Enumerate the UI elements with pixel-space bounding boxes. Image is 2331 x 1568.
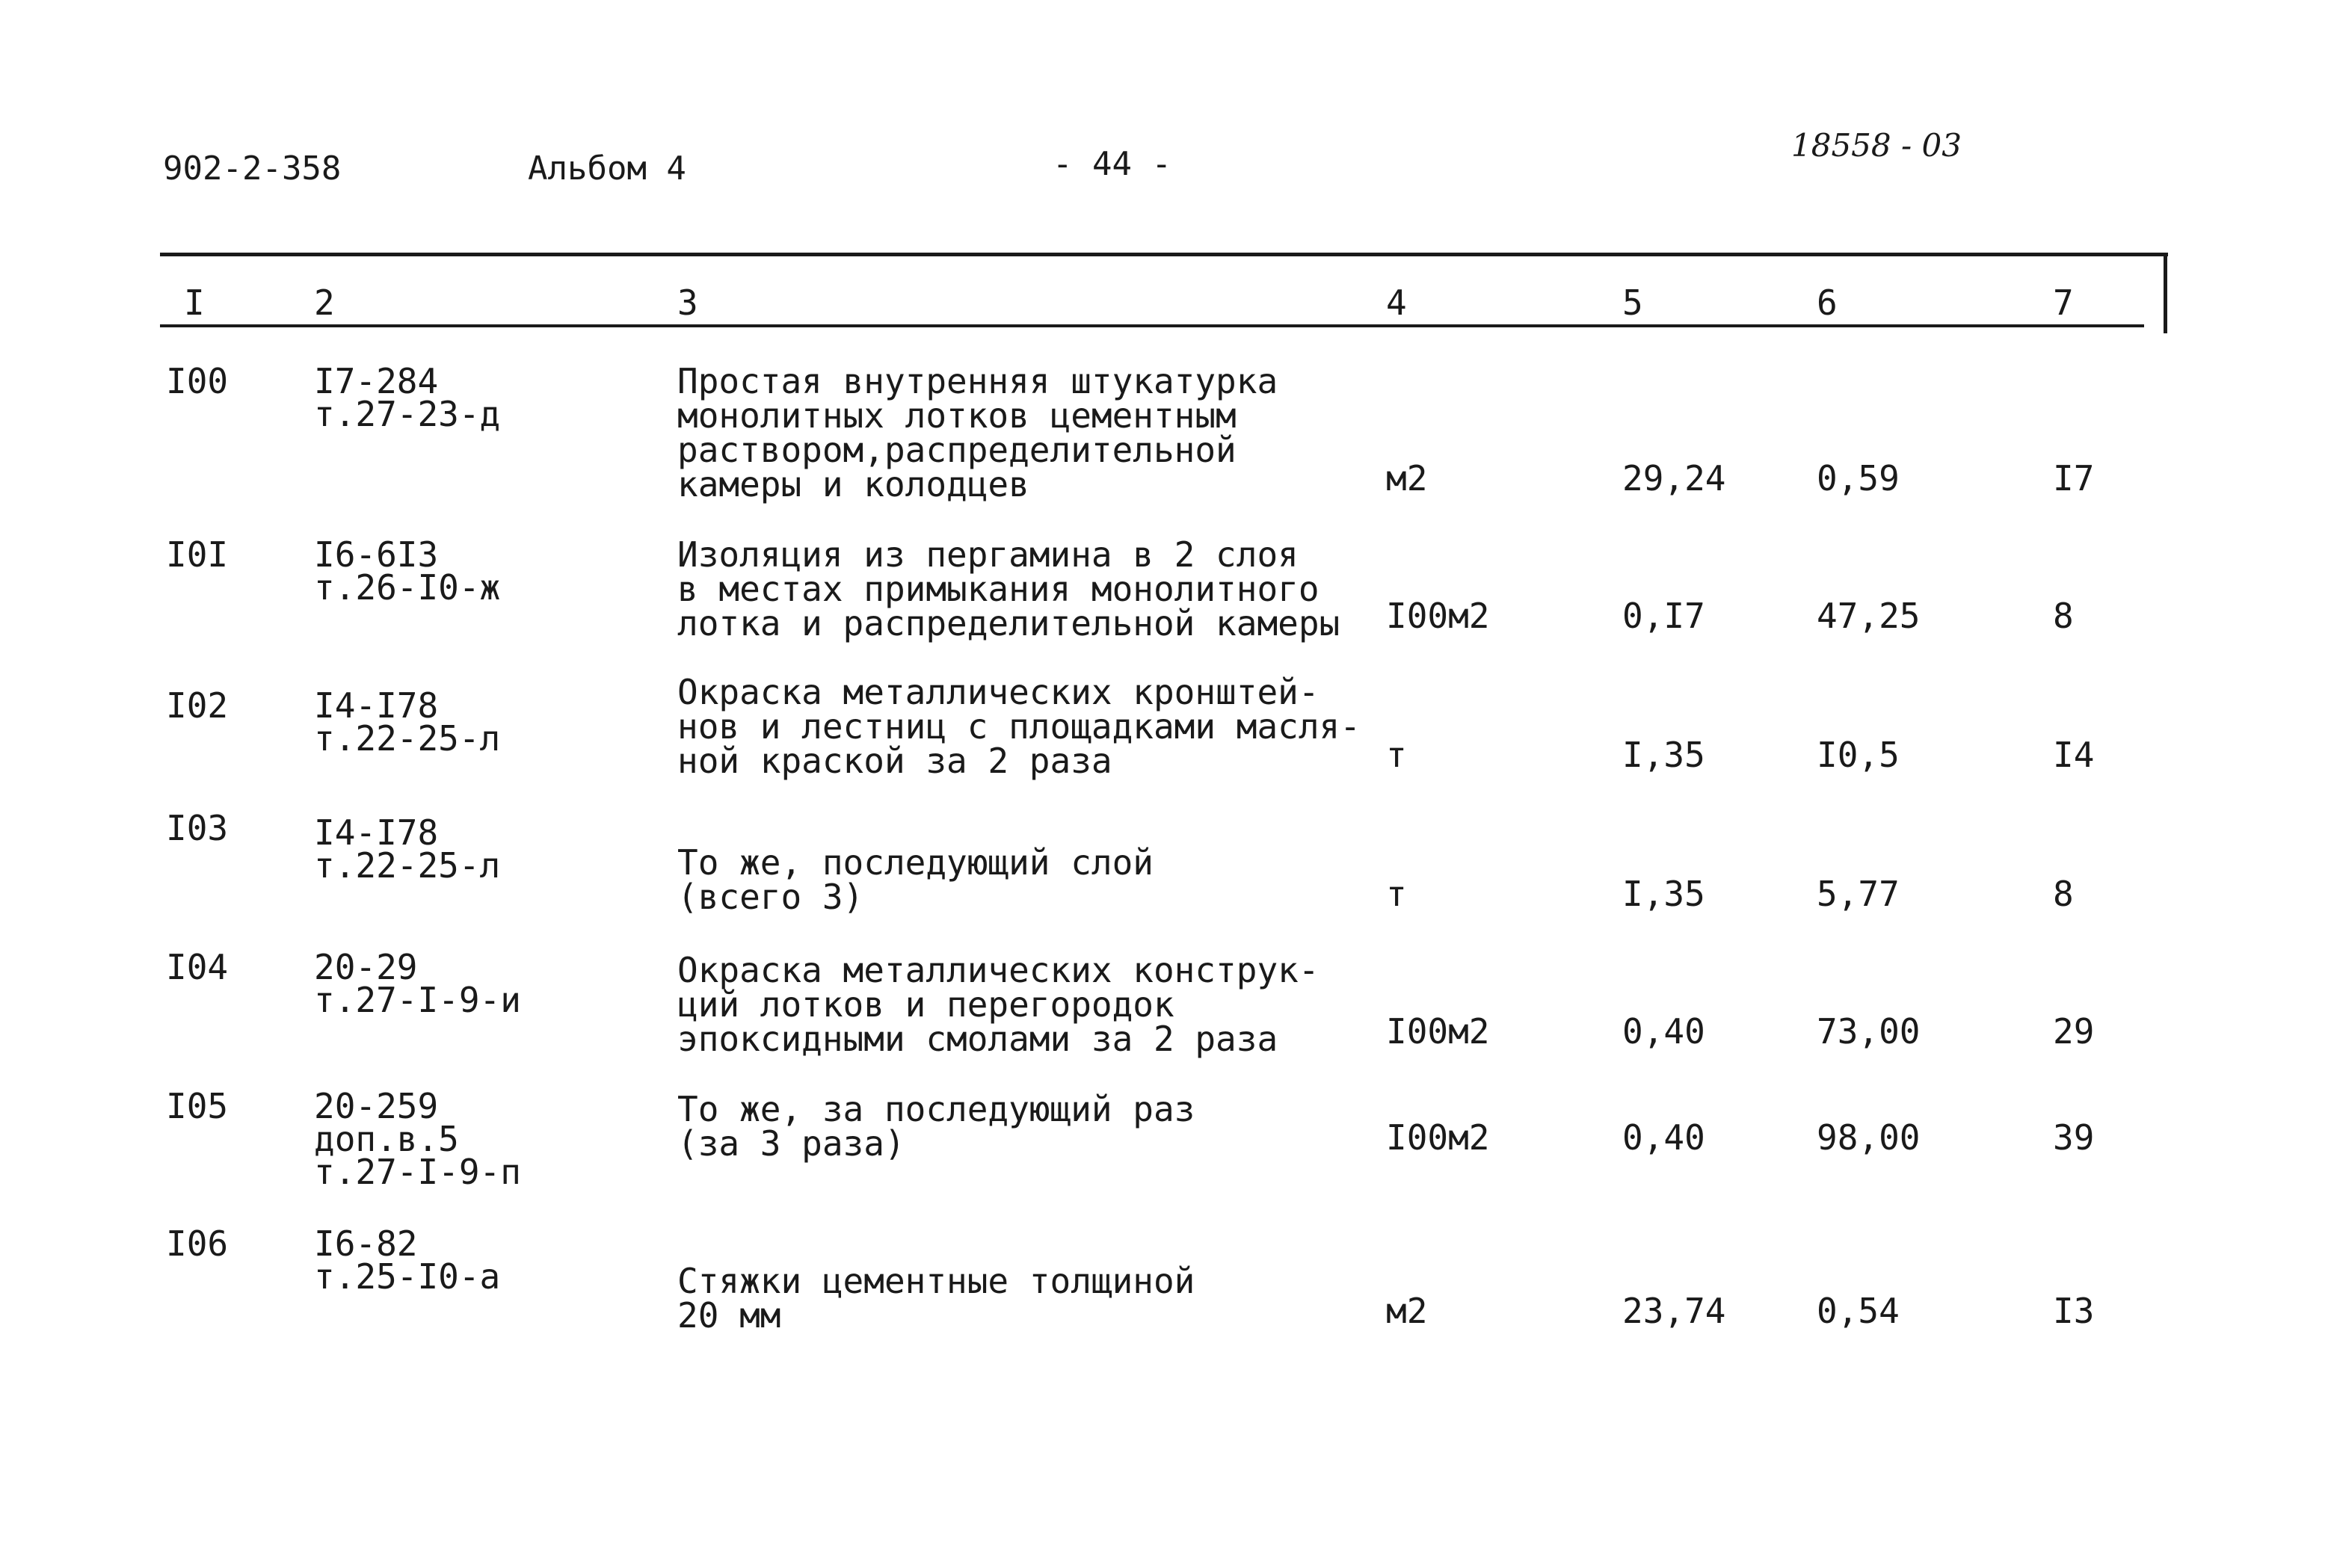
total-cell: I7: [2053, 458, 2095, 499]
quantity-cell: 0,40: [1622, 1117, 1705, 1158]
table-right-rule: [2164, 253, 2167, 333]
unit-cell: I00м2: [1386, 596, 1490, 636]
total-cell: 29: [2053, 1011, 2095, 1052]
total-cell: I4: [2053, 735, 2095, 775]
work-description-line: раствором,распределительной: [677, 430, 1237, 470]
norm-reference-line: т.27-I-9-п: [314, 1152, 521, 1192]
norm-reference-line: 20-259: [314, 1086, 439, 1126]
unit-cell: м2: [1386, 458, 1428, 499]
work-description-line: Окраска металлических конструк-: [677, 950, 1320, 990]
work-description-line: лотка и распределительной камеры: [677, 603, 1340, 643]
norm-reference-line: т.22-25-л: [314, 845, 501, 886]
unit-cell: I00м2: [1386, 1011, 1490, 1052]
work-description-line: Простая внутренняя штукатурка: [677, 361, 1278, 401]
row-number: I02: [166, 685, 229, 726]
norm-reference-line: I4-I78: [314, 685, 439, 726]
unit-price-cell: 0,59: [1817, 458, 1900, 499]
work-description-line: монолитных лотков цементным: [677, 395, 1237, 436]
handwritten-number: 18558 - 03: [1791, 127, 1962, 164]
unit-price-cell: 5,77: [1817, 874, 1900, 914]
norm-reference-line: т.27-23-д: [314, 394, 501, 434]
work-description-line: ной краской за 2 раза: [677, 741, 1112, 781]
quantity-cell: 23,74: [1622, 1291, 1726, 1331]
table-top-rule: [160, 253, 2168, 256]
unit-cell: I00м2: [1386, 1117, 1490, 1158]
unit-cell: т: [1386, 874, 1407, 914]
unit-cell: т: [1386, 735, 1407, 775]
column-number: 3: [677, 283, 698, 323]
total-cell: 8: [2053, 596, 2074, 636]
norm-reference-line: I7-284: [314, 361, 439, 401]
work-description-line: в местах примыкания монолитного: [677, 569, 1320, 609]
column-number: 5: [1622, 283, 1643, 323]
work-description-line: эпоксидными смолами за 2 раза: [677, 1019, 1278, 1059]
work-description-line: камеры и колодцев: [677, 464, 1029, 504]
quantity-cell: I,35: [1622, 874, 1705, 914]
norm-reference-line: т.22-25-л: [314, 718, 501, 759]
work-description-line: Изоляция из пергамина в 2 слоя: [677, 534, 1299, 575]
norm-reference-line: 20-29: [314, 947, 418, 987]
page-number: - 44 -: [1053, 145, 1171, 183]
unit-price-cell: I0,5: [1817, 735, 1900, 775]
column-number: 4: [1386, 283, 1407, 323]
column-number: 6: [1817, 283, 1838, 323]
row-number: I00: [166, 361, 229, 401]
unit-price-cell: 47,25: [1817, 596, 1921, 636]
norm-reference-line: т.26-I0-ж: [314, 567, 501, 608]
quantity-cell: 0,40: [1622, 1011, 1705, 1052]
column-number: 7: [2053, 283, 2074, 323]
table-header-rule: [160, 324, 2144, 327]
work-description-line: То же, за последующий раз: [677, 1089, 1195, 1129]
work-description-line: То же, последующий слой: [677, 842, 1154, 883]
quantity-cell: 29,24: [1622, 458, 1726, 499]
total-cell: 8: [2053, 874, 2074, 914]
norm-reference-line: доп.в.5: [314, 1119, 459, 1159]
unit-cell: м2: [1386, 1291, 1428, 1331]
norm-reference-line: т.25-I0-а: [314, 1256, 501, 1297]
row-number: I03: [166, 808, 229, 848]
column-number: I: [184, 283, 205, 323]
work-description-line: ций лотков и перегородок: [677, 984, 1174, 1025]
work-description-line: Стяжки цементные толщиной: [677, 1261, 1195, 1301]
row-number: I04: [166, 947, 229, 987]
column-number: 2: [314, 283, 335, 323]
row-number: I0I: [166, 534, 229, 575]
quantity-cell: I,35: [1622, 735, 1705, 775]
work-description-line: Окраска металлических кронштей-: [677, 672, 1320, 712]
norm-reference-line: I6-6I3: [314, 534, 439, 575]
total-cell: 39: [2053, 1117, 2095, 1158]
project-code: 902-2-358: [163, 149, 342, 188]
unit-price-cell: 98,00: [1817, 1117, 1921, 1158]
norm-reference-line: т.27-I-9-и: [314, 980, 521, 1020]
work-description-line: (всего 3): [677, 877, 864, 917]
norm-reference-line: I6-82: [314, 1223, 418, 1264]
row-number: I05: [166, 1086, 229, 1126]
quantity-cell: 0,I7: [1622, 596, 1705, 636]
total-cell: I3: [2053, 1291, 2095, 1331]
norm-reference-line: I4-I78: [314, 812, 439, 853]
row-number: I06: [166, 1223, 229, 1264]
album-label: Альбом 4: [528, 149, 686, 188]
work-description-line: (за 3 раза): [677, 1123, 905, 1164]
unit-price-cell: 0,54: [1817, 1291, 1900, 1331]
unit-price-cell: 73,00: [1817, 1011, 1921, 1052]
work-description-line: 20 мм: [677, 1295, 781, 1336]
work-description-line: нов и лестниц с площадками масля-: [677, 706, 1361, 747]
